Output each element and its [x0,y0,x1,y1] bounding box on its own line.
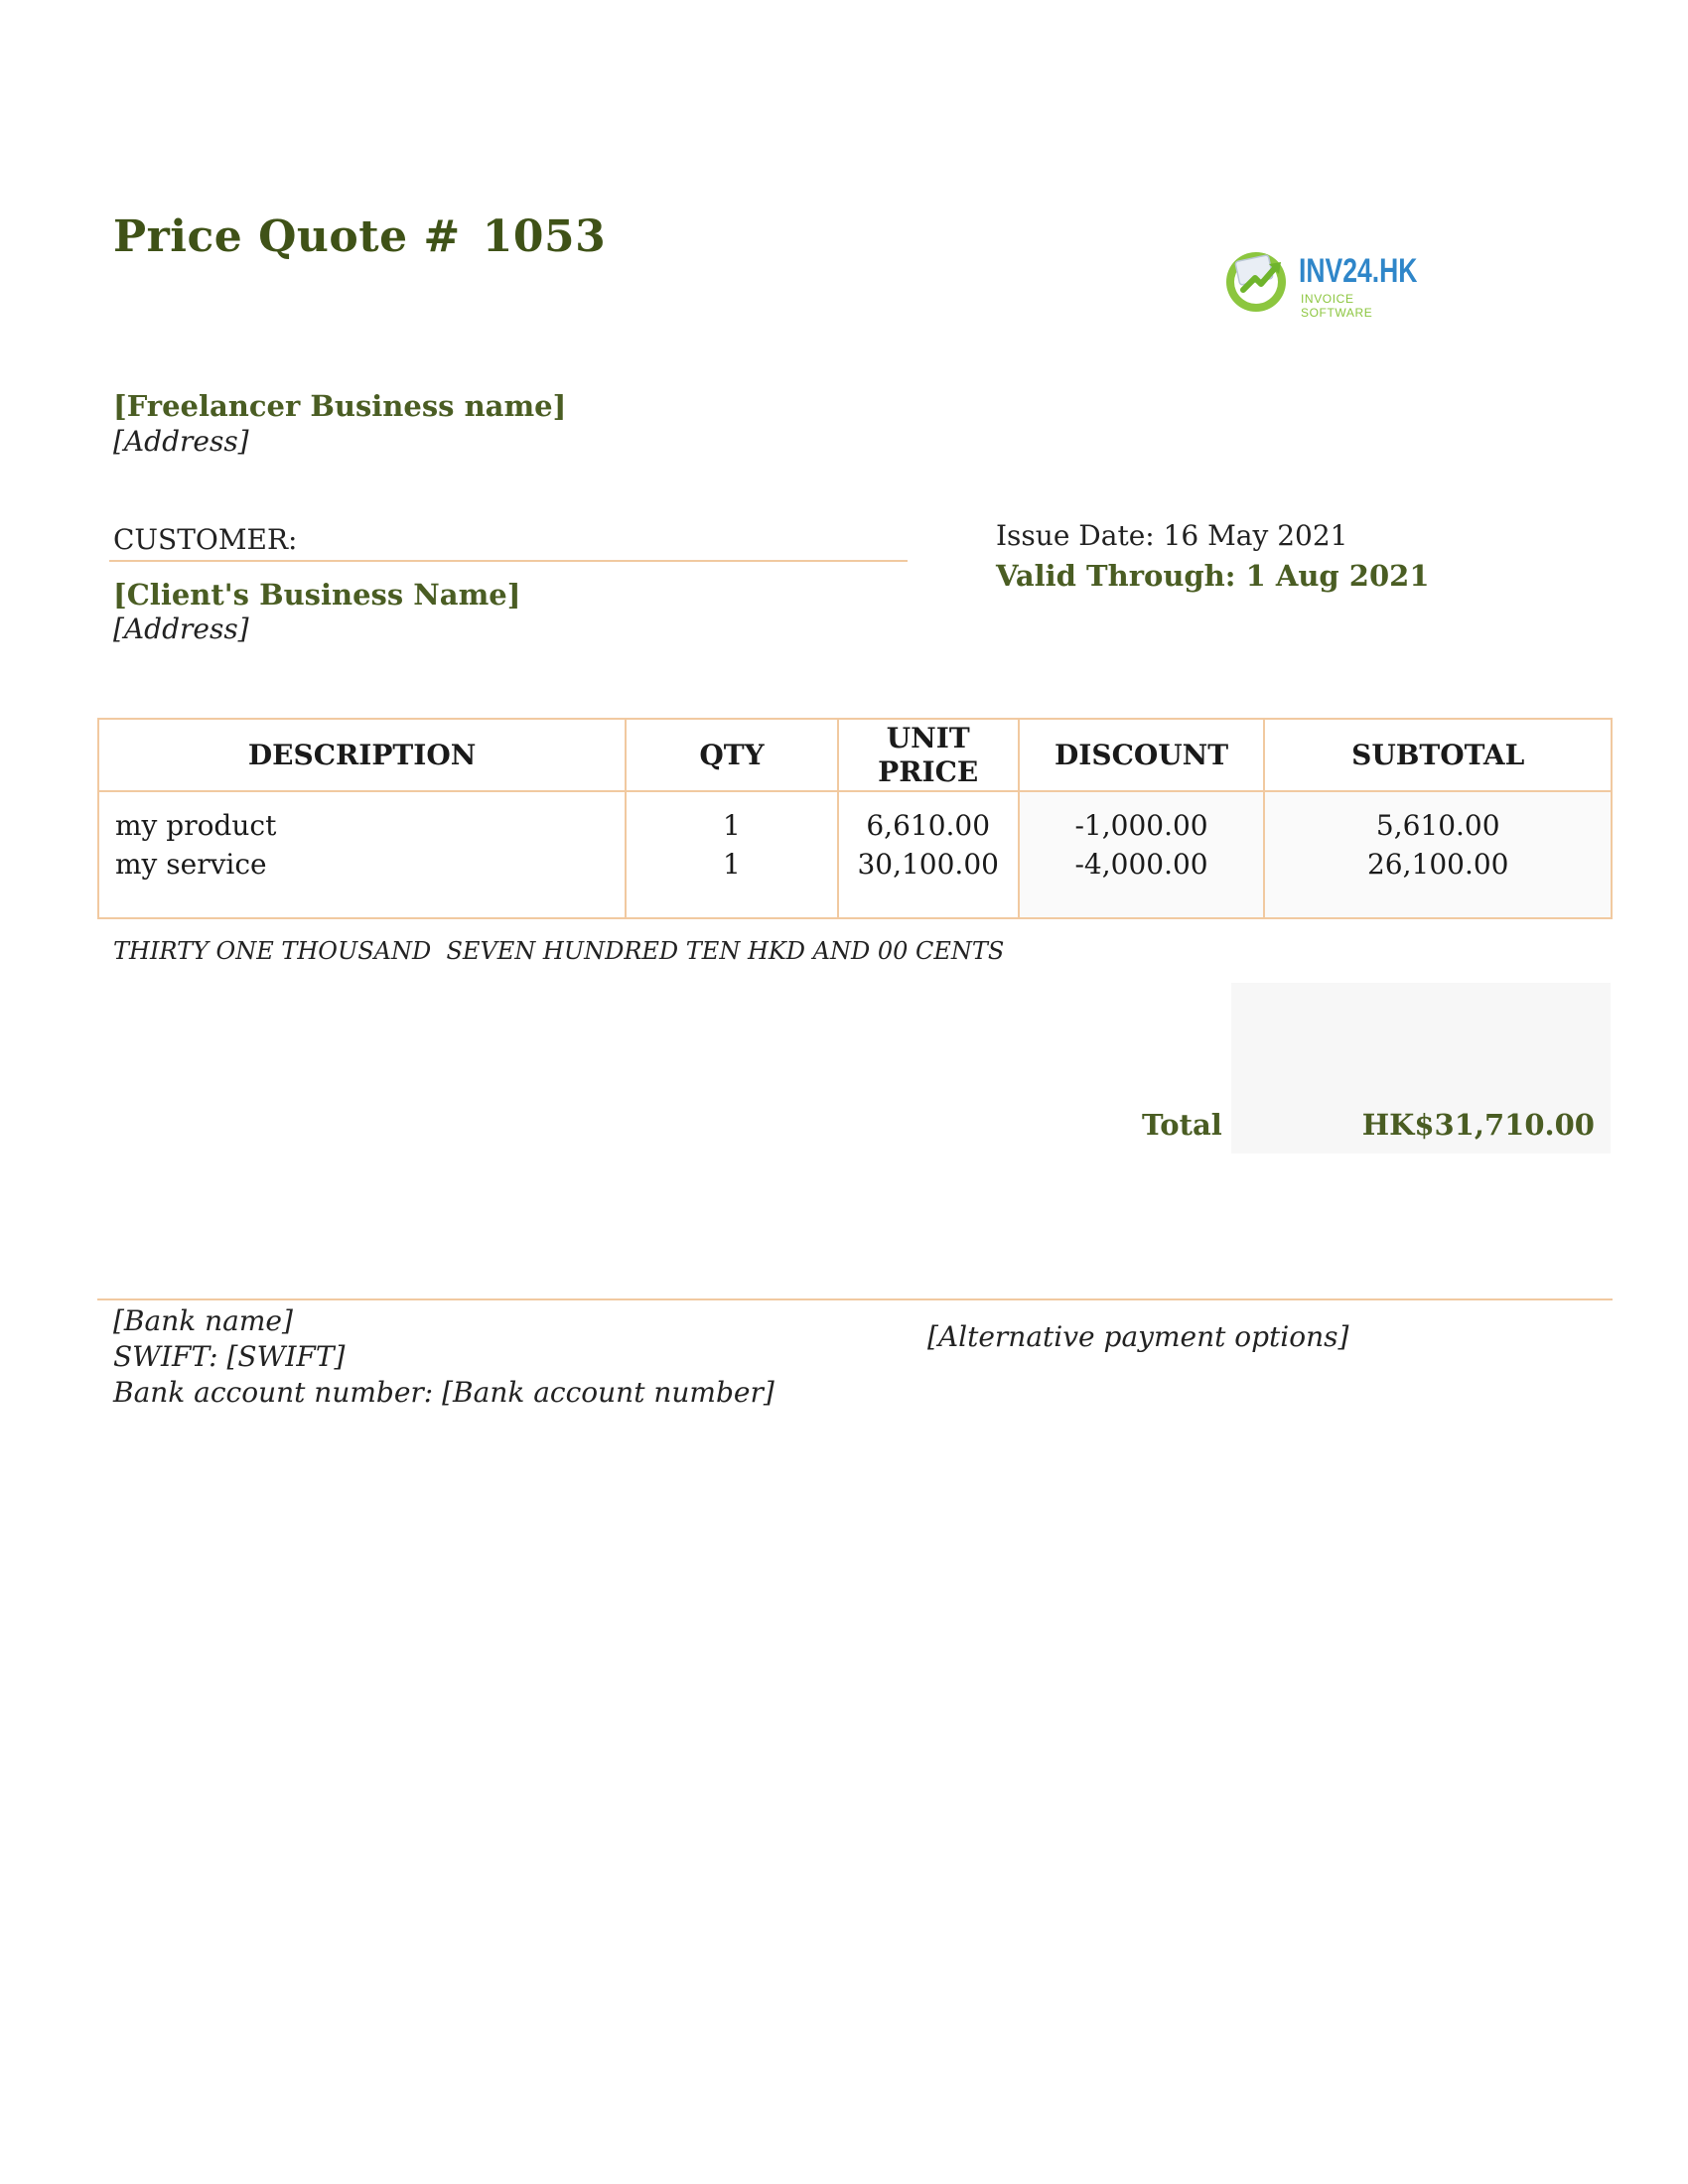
bank-account: Bank account number: [Bank account number] [113,1376,774,1409]
qty-cell [626,791,838,918]
item-subtotal: 26,100.00 [1366,848,1509,881]
discount-cell [1019,791,1265,918]
item-qty: 1 [723,809,741,842]
alternative-payment: [Alternative payment options] [927,1320,1349,1353]
bank-details [113,1303,774,1411]
description-cell [98,791,626,918]
col-subtotal-header: SUBTOTAL [1264,719,1612,791]
item-discount: -4,000.00 [1074,848,1208,881]
item-description: my product [115,809,277,842]
customer-name: [Client's Business Name] [113,578,521,612]
seller-name: [Freelancer Business name] [113,389,567,423]
logo-icon [1223,244,1293,314]
item-description: my service [115,848,267,881]
logo-name: INV24.HK [1299,252,1418,290]
item-unit-price: 6,610.00 [866,809,991,842]
unit-price-header-line2: PRICE [878,754,979,788]
amount-in-words: THIRTY ONE THOUSAND SEVEN HUNDRED TEN HKD AND 00 CENTS [113,937,1005,965]
col-discount-header: DISCOUNT [1019,719,1265,791]
bank-name: [Bank name] [113,1304,293,1337]
col-unit-price-header [838,719,1019,791]
company-logo [1223,244,1422,320]
item-discount: -1,000.00 [1074,809,1208,842]
bank-swift: SWIFT: [SWIFT] [113,1340,346,1373]
subtotal-cell [1264,791,1612,918]
page-title [113,211,606,262]
item-subtotal: 5,610.00 [1375,809,1500,842]
quote-number: 1053 [482,211,607,262]
seller-address: [Address] [113,425,249,458]
table-row [98,791,1612,918]
col-description-header: DESCRIPTION [98,719,626,791]
total-value: HK$31,710.00 [1361,1108,1595,1142]
line-items-table [97,718,1613,919]
item-unit-price: 30,100.00 [857,848,999,881]
logo-tagline: INVOICE SOFTWARE [1301,292,1373,320]
col-qty-header: QTY [626,719,838,791]
unit-price-cell [838,791,1019,918]
valid-through: Valid Through: 1 Aug 2021 [996,559,1430,593]
table-header-row [98,719,1612,791]
title-prefix: Price Quote # [113,211,461,262]
customer-divider [109,560,908,562]
item-qty: 1 [723,848,741,881]
issue-date: Issue Date: 16 May 2021 [996,519,1348,552]
customer-label: CUSTOMER: [113,523,298,556]
footer-divider [97,1298,1613,1300]
customer-address: [Address] [113,613,249,645]
unit-price-header-line1: UNIT [886,721,970,754]
total-label: Total [1142,1108,1222,1142]
